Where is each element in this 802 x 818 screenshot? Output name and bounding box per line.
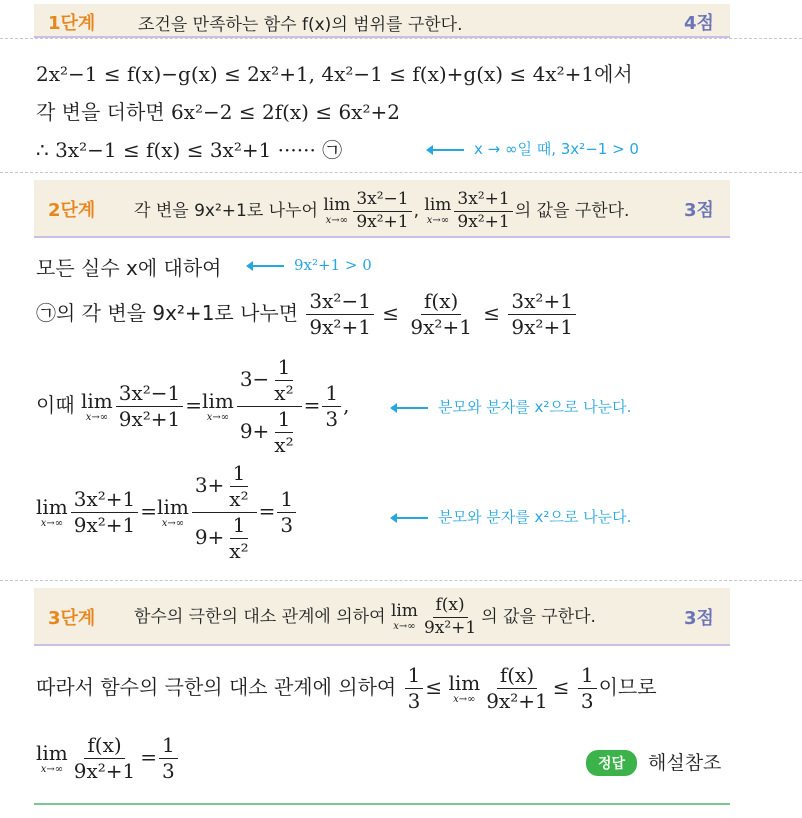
limit: lim x→∞ [448,670,481,705]
step2-note2: 분모와 분자를 x²으로 나눈다. [396,396,631,417]
step2-label: 2단계 [48,200,96,221]
step1-line2: 각 변을 더하면 6x²−2 ≤ 2f(x) ≤ 6x²+2 [36,100,400,124]
fraction: $\frac{\text{3x²+1}}{\text{9x²+1}}$ [454,190,512,232]
step1-note: x → ∞일 때, 3x²−1 > 0 [432,138,639,159]
step1-label: 1단계 [48,13,96,34]
step2-note3: 분모와 분자를 x²으로 나눈다. [396,506,631,527]
fraction: $\frac{1}{3}$ [277,488,296,537]
limit: lim x→∞ [323,194,351,226]
limit: lim x→∞ [157,494,189,529]
step2-title: 각 변을 9x²+1로 나누어 lim x→∞ $\frac{\text{3x²−1}}{\text{9x²+1}}$ , lim x→∞ $\frac{\text{3x²+1}}{\text{9x²+1}}$ 의 값을 구한다. [134,189,630,232]
limit: lim x→∞ [202,388,234,423]
limit: lim x→∞ [36,740,68,775]
fraction: $\frac{\text{3x²−1}}{\text{9x²+1}}$ [306,290,374,339]
step3-points: 3점 [684,608,714,629]
answer-text: 해설참조 [648,752,722,774]
step1-line1: 2x²−1 ≤ f(x)−g(x) ≤ 2x²+1, 4x²−1 ≤ f(x)+g(x) ≤ 4x²+1에서 [36,62,633,86]
fraction: $\frac{\text{3x²−1}}{\text{9x²+1}}$ [353,190,411,232]
step2-line4: lim x→∞ $\frac{\text{3x²+1}}{\text{9x²+1}}$ = lim x→∞ 3+ $\frac{1}{\text{x²}}$ 9+ $\frac{1}{\text{x²}}$ = $\frac{1}{3}$ [36,462,298,563]
step3-label: 3단계 [48,608,96,629]
fraction: $\frac{f(x)}{\text{9x²+1}}$ [73,733,136,783]
arrow-left-icon [252,265,284,267]
fraction: $\frac{1}{3}$ [405,664,424,713]
fraction: $\frac{1}{3}$ [322,382,341,431]
fraction: $\frac{1}{3}$ [159,734,178,783]
step3-title: 함수의 극한의 대소 관계에 의하여 lim x→∞ $\frac{f(x)}{\text{9x²+1}}$ 의 값을 구한다. [134,595,596,638]
fraction: 3+ $\frac{1}{\text{x²}}$ 9+ $\frac{1}{\text{x²}}$ [192,462,257,563]
step1-title: 조건을 만족하는 함수 f(x)의 범위를 구한다. [138,15,463,35]
fraction: $\frac{1}{\text{x²}}$ [274,355,294,405]
arrow-left-icon [396,517,428,519]
limit: lim x→∞ [36,494,68,529]
step2-line1: 모든 실수 x에 대하여 [36,256,222,280]
fraction: $\frac{1}{\text{x²}}$ [229,513,249,563]
fraction: $\frac{\text{3x²+1}}{\text{9x²+1}}$ [71,488,139,537]
fraction: $\frac{1}{\text{x²}}$ [229,461,249,511]
step2-line2: ㉠의 각 변을 9x²+1로 나누면 $\frac{\text{3x²−1}}{\text{9x²+1}}$ ≤ $\frac{f(x)}{\text{9x²+1}}$ ≤ $\frac{\text{3x²+1}}{\text{9x²+1}}$ [36,290,578,339]
fraction: $\frac{f(x)}{\text{9x²+1}}$ [486,663,548,713]
arrow-left-icon [396,407,428,409]
bottom-rule [34,803,730,805]
step1-line3: ∴ 3x²−1 ≤ f(x) ≤ 3x²+1 ······ ㉠ [36,138,343,162]
fraction: $\frac{f(x)}{\text{9x²+1}}$ [423,595,477,638]
answer-badge: 정답 [586,750,637,776]
arrow-left-icon [432,149,464,151]
step3-answer-line: lim x→∞ $\frac{f(x)}{\text{9x²+1}}$ = $\frac{1}{3}$ [36,734,180,783]
step1-points: 4점 [684,13,714,34]
separator [0,38,802,39]
step2-line3: 이때 lim x→∞ $\frac{\text{3x²−1}}{\text{9x²+1}}$ = lim x→∞ 3− $\frac{1}{\text{x²}}$ 9+ $\frac{1}{\text{x²}}$ = $\frac{1}{3}$ , [36,355,350,457]
step2-note1: 9x²+1 > 0 [252,256,372,274]
fraction: $\frac{f(x)}{\text{9x²+1}}$ [410,289,472,339]
fraction: $\frac{1}{3}$ [578,664,597,713]
limit: lim x→∞ [390,600,418,632]
separator [0,580,802,581]
step3-line1: 따라서 함수의 극한의 대소 관계에 의하여 $\frac{1}{3}$ ≤ lim x→∞ $\frac{f(x)}{\text{9x²+1}}$ ≤ $\frac{1}{3}$ 이므로 [36,663,657,713]
step2-points: 3점 [684,200,714,221]
fraction: $\frac{1}{\text{x²}}$ [274,407,294,457]
fraction: $\frac{\text{3x²−1}}{\text{9x²+1}}$ [116,382,184,431]
limit: lim x→∞ [81,388,113,423]
fraction: $\frac{\text{3x²+1}}{\text{9x²+1}}$ [508,290,576,339]
separator [0,172,802,173]
fraction: 3− $\frac{1}{\text{x²}}$ 9+ $\frac{1}{\text{x²}}$ [237,356,302,457]
limit: lim x→∞ [424,194,452,226]
